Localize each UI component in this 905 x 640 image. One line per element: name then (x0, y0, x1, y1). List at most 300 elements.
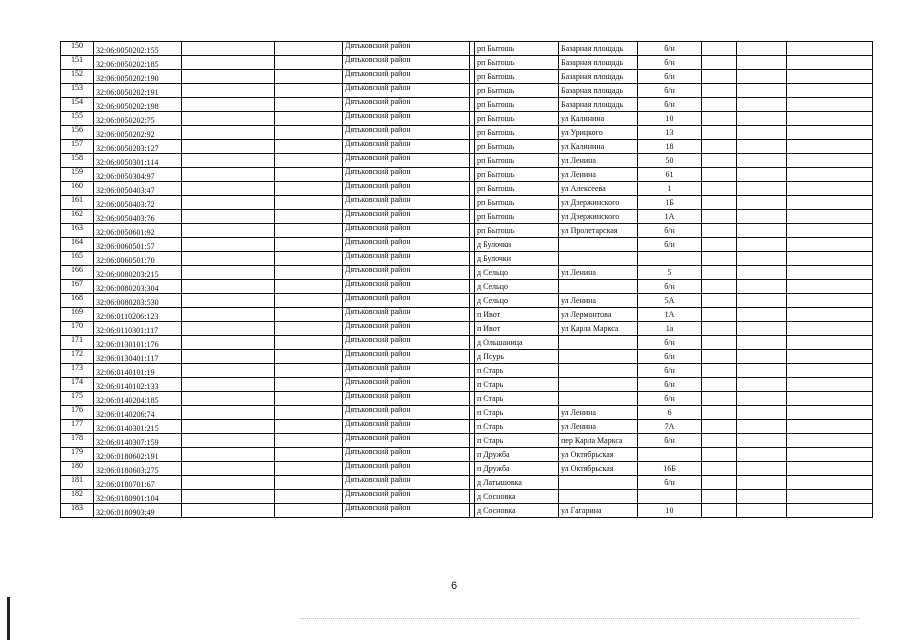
district-name: Дятьковский район (343, 490, 470, 504)
street-name: ул Октябрьская (559, 448, 638, 462)
street-name (559, 392, 638, 406)
cadastral-number: 32:06:0110206:123 (94, 308, 182, 322)
empty-cell (275, 84, 343, 98)
empty-cell (737, 322, 787, 336)
empty-cell (737, 98, 787, 112)
empty-cell (787, 196, 873, 210)
table-row (61, 70, 873, 84)
empty-cell (787, 154, 873, 168)
empty-cell (702, 70, 737, 84)
empty-cell (787, 168, 873, 182)
cadastral-number: 32:06:0130101:176 (94, 336, 182, 350)
empty-cell (702, 490, 737, 504)
house-number: 16Б (638, 462, 702, 476)
empty-cell (182, 196, 275, 210)
street-name (559, 252, 638, 266)
empty-cell (737, 126, 787, 140)
empty-cell (787, 210, 873, 224)
settlement-name: п Старь (475, 392, 559, 406)
empty-cell (737, 112, 787, 126)
house-number: 10 (638, 112, 702, 126)
street-name: ул Ленина (559, 294, 638, 308)
empty-cell (182, 112, 275, 126)
house-number: б/н (638, 364, 702, 378)
row-number: 152 (61, 70, 94, 84)
district-name: Дятьковский район (343, 476, 470, 490)
table-row (61, 42, 873, 56)
empty-cell (737, 280, 787, 294)
settlement-name: рп Бытошь (475, 168, 559, 182)
house-number: б/н (638, 42, 702, 56)
empty-cell (787, 322, 873, 336)
row-number: 180 (61, 462, 94, 476)
district-name: Дятьковский район (343, 252, 470, 266)
empty-cell (275, 238, 343, 252)
empty-cell (737, 224, 787, 238)
empty-cell (275, 70, 343, 84)
district-name: Дятьковский район (343, 98, 470, 112)
cadastral-number: 32:06:0050203:127 (94, 140, 182, 154)
street-name (559, 364, 638, 378)
empty-cell (182, 336, 275, 350)
empty-cell (737, 336, 787, 350)
settlement-name: рп Бытошь (475, 196, 559, 210)
settlement-name: п Дружба (475, 462, 559, 476)
empty-cell (737, 406, 787, 420)
street-name (559, 378, 638, 392)
empty-cell (702, 336, 737, 350)
empty-cell (787, 280, 873, 294)
house-number: б/н (638, 70, 702, 84)
empty-cell (702, 378, 737, 392)
empty-cell (737, 378, 787, 392)
settlement-name: д Булочки (475, 238, 559, 252)
empty-cell (737, 56, 787, 70)
empty-cell (182, 448, 275, 462)
empty-cell (182, 126, 275, 140)
house-number: б/н (638, 98, 702, 112)
district-name: Дятьковский район (343, 154, 470, 168)
empty-cell (182, 392, 275, 406)
empty-cell (787, 84, 873, 98)
house-number: б/н (638, 392, 702, 406)
row-number: 168 (61, 294, 94, 308)
empty-cell (787, 462, 873, 476)
table-row (61, 196, 873, 210)
street-name: ул Ленина (559, 420, 638, 434)
settlement-name: п Старь (475, 420, 559, 434)
empty-cell (182, 140, 275, 154)
empty-cell (787, 490, 873, 504)
empty-cell (275, 462, 343, 476)
cadastral-number: 32:06:0180602:191 (94, 448, 182, 462)
table-row (61, 280, 873, 294)
table-row (61, 266, 873, 280)
house-number: б/н (638, 238, 702, 252)
street-name (559, 476, 638, 490)
table-row (61, 504, 873, 518)
empty-cell (787, 364, 873, 378)
cadastral-number: 32:06:0050403:76 (94, 210, 182, 224)
settlement-name: п Ивот (475, 308, 559, 322)
street-name (559, 350, 638, 364)
table-row (61, 364, 873, 378)
empty-cell (737, 294, 787, 308)
empty-cell (787, 182, 873, 196)
empty-cell (737, 392, 787, 406)
empty-cell (702, 364, 737, 378)
district-name: Дятьковский район (343, 238, 470, 252)
row-number: 166 (61, 266, 94, 280)
empty-cell (702, 322, 737, 336)
empty-cell (702, 140, 737, 154)
empty-cell (182, 308, 275, 322)
table-row (61, 98, 873, 112)
street-name: пер Карла Маркса (559, 434, 638, 448)
empty-cell (275, 252, 343, 266)
street-name: ул Ленина (559, 266, 638, 280)
house-number: 61 (638, 168, 702, 182)
street-name: Базарная площадь (559, 56, 638, 70)
street-name: ул Дзержинского (559, 196, 638, 210)
street-name: ул Калинина (559, 112, 638, 126)
empty-cell (182, 378, 275, 392)
empty-cell (275, 112, 343, 126)
scan-noise-line (300, 618, 860, 620)
empty-cell (737, 196, 787, 210)
empty-cell (702, 420, 737, 434)
empty-cell (737, 210, 787, 224)
street-name: ул Ленина (559, 168, 638, 182)
settlement-name: д Сельцо (475, 280, 559, 294)
empty-cell (737, 182, 787, 196)
cadastral-number: 32:06:0050202:75 (94, 112, 182, 126)
empty-cell (737, 434, 787, 448)
empty-cell (702, 182, 737, 196)
empty-cell (787, 56, 873, 70)
empty-cell (737, 504, 787, 518)
district-name: Дятьковский район (343, 168, 470, 182)
empty-cell (275, 322, 343, 336)
cadastral-number: 32:06:0060501:70 (94, 252, 182, 266)
settlement-name: рп Бытошь (475, 154, 559, 168)
street-name: ул Урицкого (559, 126, 638, 140)
empty-cell (787, 98, 873, 112)
house-number: 6 (638, 406, 702, 420)
table-row (61, 182, 873, 196)
district-name: Дятьковский район (343, 364, 470, 378)
empty-cell (737, 140, 787, 154)
empty-cell (275, 182, 343, 196)
house-number: б/н (638, 336, 702, 350)
empty-cell (182, 294, 275, 308)
row-number: 164 (61, 238, 94, 252)
empty-cell (182, 504, 275, 518)
empty-cell (787, 42, 873, 56)
empty-cell (702, 252, 737, 266)
district-name: Дятьковский район (343, 322, 470, 336)
settlement-name: рп Бытошь (475, 140, 559, 154)
street-name (559, 280, 638, 294)
cadastral-number: 32:06:0080203:530 (94, 294, 182, 308)
empty-cell (275, 266, 343, 280)
empty-cell (702, 504, 737, 518)
empty-cell (702, 280, 737, 294)
cadastral-number: 32:06:0050304:97 (94, 168, 182, 182)
empty-cell (737, 252, 787, 266)
settlement-name: рп Бытошь (475, 98, 559, 112)
empty-cell (702, 154, 737, 168)
table-row (61, 154, 873, 168)
table-row (61, 462, 873, 476)
settlement-name: п Старь (475, 434, 559, 448)
empty-cell (702, 462, 737, 476)
cadastral-number: 32:06:0180603:275 (94, 462, 182, 476)
empty-cell (702, 196, 737, 210)
empty-cell (787, 224, 873, 238)
table-row (61, 434, 873, 448)
empty-cell (787, 392, 873, 406)
house-number: 5 (638, 266, 702, 280)
empty-cell (182, 56, 275, 70)
district-name: Дятьковский район (343, 126, 470, 140)
empty-cell (182, 84, 275, 98)
empty-cell (182, 224, 275, 238)
row-number: 179 (61, 448, 94, 462)
empty-cell (702, 210, 737, 224)
empty-cell (787, 378, 873, 392)
empty-cell (275, 420, 343, 434)
empty-cell (737, 490, 787, 504)
cadastral-number: 32:06:0140102:133 (94, 378, 182, 392)
house-number: 5А (638, 294, 702, 308)
empty-cell (702, 126, 737, 140)
empty-cell (702, 238, 737, 252)
cadastral-number: 32:06:0050601:92 (94, 224, 182, 238)
district-name: Дятьковский район (343, 112, 470, 126)
empty-cell (275, 308, 343, 322)
settlement-name: д Псурь (475, 350, 559, 364)
settlement-name: рп Бытошь (475, 112, 559, 126)
empty-cell (275, 490, 343, 504)
empty-cell (737, 462, 787, 476)
empty-cell (702, 350, 737, 364)
empty-cell (787, 266, 873, 280)
table-row (61, 490, 873, 504)
district-name: Дятьковский район (343, 294, 470, 308)
district-name: Дятьковский район (343, 224, 470, 238)
empty-cell (275, 196, 343, 210)
empty-cell (275, 336, 343, 350)
district-name: Дятьковский район (343, 84, 470, 98)
empty-cell (787, 294, 873, 308)
empty-cell (702, 98, 737, 112)
table-row (61, 238, 873, 252)
row-number: 171 (61, 336, 94, 350)
street-name: ул Пролетарская (559, 224, 638, 238)
row-number: 160 (61, 182, 94, 196)
settlement-name: п Дружба (475, 448, 559, 462)
house-number: 7А (638, 420, 702, 434)
house-number: б/н (638, 476, 702, 490)
empty-cell (787, 308, 873, 322)
empty-cell (275, 154, 343, 168)
empty-cell (787, 126, 873, 140)
empty-cell (182, 42, 275, 56)
empty-cell (787, 140, 873, 154)
empty-cell (737, 350, 787, 364)
settlement-name: рп Бытошь (475, 42, 559, 56)
cadastral-number: 32:06:0140307:159 (94, 434, 182, 448)
cadastral-number: 32:06:0050202:198 (94, 98, 182, 112)
settlement-name: рп Бытошь (475, 84, 559, 98)
settlement-name: д Булочки (475, 252, 559, 266)
empty-cell (737, 448, 787, 462)
empty-cell (182, 266, 275, 280)
cadastral-number: 32:06:0140101:19 (94, 364, 182, 378)
empty-cell (787, 476, 873, 490)
empty-cell (182, 154, 275, 168)
district-name: Дятьковский район (343, 196, 470, 210)
cadastral-number: 32:06:0080203:304 (94, 280, 182, 294)
empty-cell (182, 490, 275, 504)
row-number: 183 (61, 504, 94, 518)
district-name: Дятьковский район (343, 420, 470, 434)
empty-cell (182, 322, 275, 336)
empty-cell (182, 210, 275, 224)
empty-cell (182, 462, 275, 476)
district-name: Дятьковский район (343, 350, 470, 364)
street-name: ул Лермонтова (559, 308, 638, 322)
empty-cell (275, 294, 343, 308)
table-row (61, 112, 873, 126)
street-name: ул Гагарина (559, 504, 638, 518)
empty-cell (275, 448, 343, 462)
street-name (559, 490, 638, 504)
district-name: Дятьковский район (343, 70, 470, 84)
row-number: 156 (61, 126, 94, 140)
empty-cell (737, 70, 787, 84)
cadastral-number: 32:06:0050403:72 (94, 196, 182, 210)
row-number: 169 (61, 308, 94, 322)
empty-cell (275, 476, 343, 490)
house-number: 10 (638, 504, 702, 518)
table-row (61, 476, 873, 490)
empty-cell (702, 406, 737, 420)
table-row (61, 392, 873, 406)
empty-cell (787, 406, 873, 420)
table-row (61, 378, 873, 392)
house-number: б/н (638, 378, 702, 392)
table-row (61, 420, 873, 434)
empty-cell (275, 210, 343, 224)
street-name: Базарная площадь (559, 98, 638, 112)
settlement-name: рп Бытошь (475, 210, 559, 224)
street-name (559, 336, 638, 350)
row-number: 170 (61, 322, 94, 336)
row-number: 181 (61, 476, 94, 490)
settlement-name: рп Бытошь (475, 182, 559, 196)
house-number: 1А (638, 210, 702, 224)
house-number: б/н (638, 434, 702, 448)
empty-cell (737, 238, 787, 252)
settlement-name: д Сельцо (475, 294, 559, 308)
cadastral-number: 32:06:0180901:104 (94, 490, 182, 504)
empty-cell (787, 252, 873, 266)
cadastral-number: 32:06:0050403:47 (94, 182, 182, 196)
cadastral-number: 32:06:0050202:191 (94, 84, 182, 98)
empty-cell (702, 434, 737, 448)
cadastral-number: 32:06:0110301:117 (94, 322, 182, 336)
row-number: 155 (61, 112, 94, 126)
empty-cell (702, 308, 737, 322)
settlement-name: рп Бытошь (475, 56, 559, 70)
empty-cell (182, 98, 275, 112)
row-number: 172 (61, 350, 94, 364)
cadastral-number: 32:06:0140301:215 (94, 420, 182, 434)
empty-cell (275, 168, 343, 182)
empty-cell (275, 280, 343, 294)
row-number: 150 (61, 42, 94, 56)
house-number: 1Б (638, 196, 702, 210)
empty-cell (787, 238, 873, 252)
empty-cell (182, 406, 275, 420)
registry-table-body (61, 42, 873, 518)
settlement-name: рп Бытошь (475, 126, 559, 140)
empty-cell (275, 392, 343, 406)
settlement-name: д Сосновка (475, 490, 559, 504)
cadastral-number: 32:06:0050301:114 (94, 154, 182, 168)
settlement-name: п Старь (475, 378, 559, 392)
street-name: ул Карла Маркса (559, 322, 638, 336)
row-number: 158 (61, 154, 94, 168)
empty-cell (702, 392, 737, 406)
empty-cell (702, 84, 737, 98)
street-name: ул Октябрьская (559, 462, 638, 476)
street-name: ул Ленина (559, 154, 638, 168)
empty-cell (182, 182, 275, 196)
empty-cell (275, 98, 343, 112)
cadastral-number: 32:06:0060501:57 (94, 238, 182, 252)
empty-cell (182, 280, 275, 294)
district-name: Дятьковский район (343, 280, 470, 294)
district-name: Дятьковский район (343, 140, 470, 154)
district-name: Дятьковский район (343, 266, 470, 280)
cadastral-number: 32:06:0130401:117 (94, 350, 182, 364)
settlement-name: д Ольшаница (475, 336, 559, 350)
empty-cell (787, 434, 873, 448)
table-row (61, 350, 873, 364)
district-name: Дятьковский район (343, 434, 470, 448)
empty-cell (737, 476, 787, 490)
row-number: 153 (61, 84, 94, 98)
empty-cell (737, 84, 787, 98)
row-number: 162 (61, 210, 94, 224)
empty-cell (702, 266, 737, 280)
table-row (61, 210, 873, 224)
cadastral-number: 32:06:0080203:215 (94, 266, 182, 280)
table-row (61, 126, 873, 140)
row-number: 178 (61, 434, 94, 448)
empty-cell (737, 154, 787, 168)
row-number: 165 (61, 252, 94, 266)
empty-cell (702, 168, 737, 182)
empty-cell (737, 420, 787, 434)
house-number: 50 (638, 154, 702, 168)
district-name: Дятьковский район (343, 462, 470, 476)
district-name: Дятьковский район (343, 392, 470, 406)
empty-cell (737, 168, 787, 182)
